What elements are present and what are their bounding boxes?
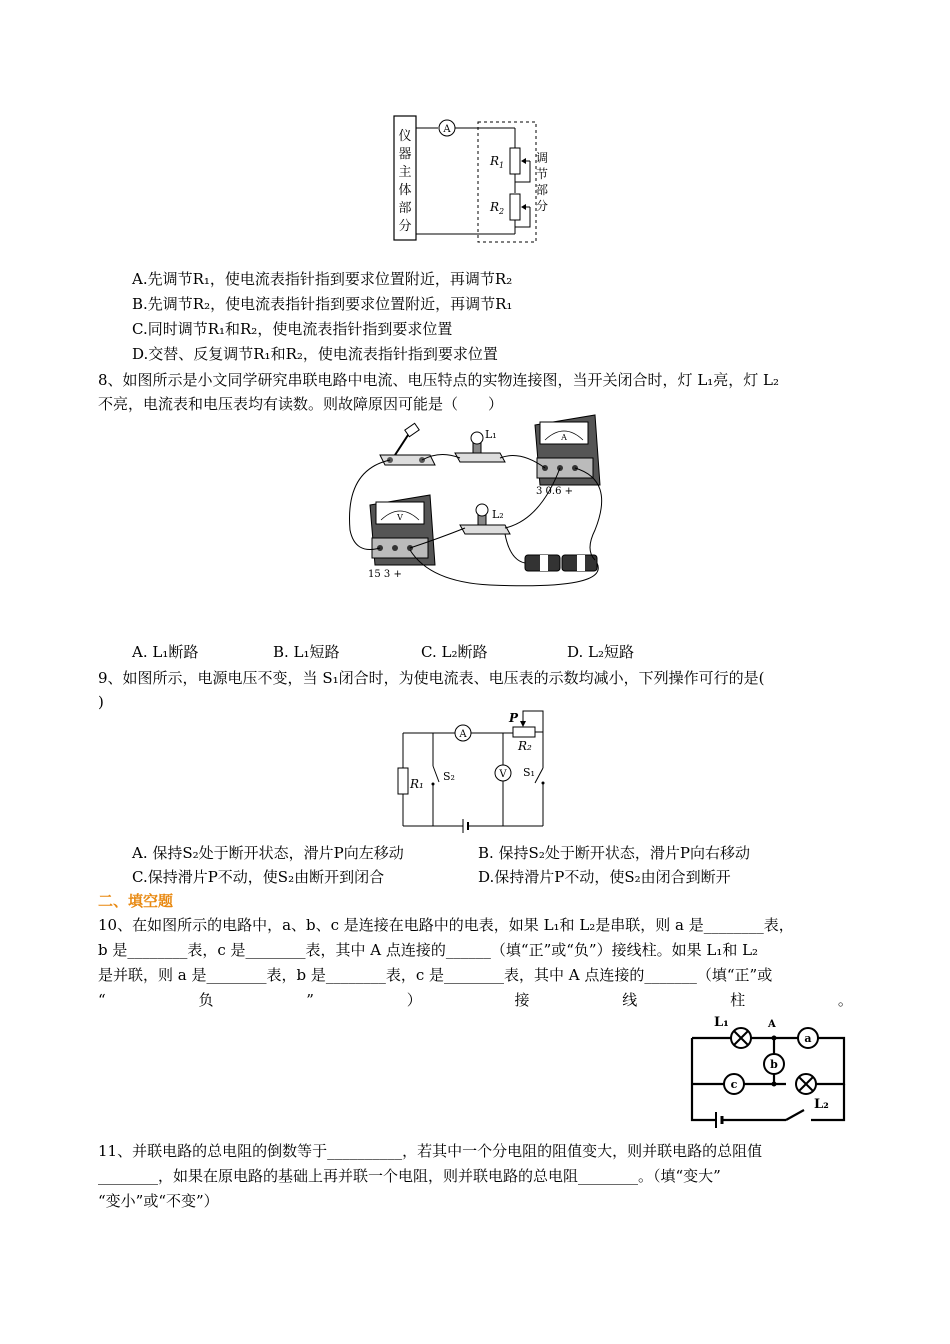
svg-text:S₂: S₂ bbox=[443, 770, 455, 783]
svg-text:L₁: L₁ bbox=[714, 1015, 729, 1030]
svg-text:R1: $R_1$ bbox=[490, 154, 505, 170]
q10-stem-line4: “ 负 ” ） 接 线 柱 。 bbox=[98, 991, 853, 1009]
r1-resistor bbox=[398, 768, 408, 794]
q9-circuit-figure bbox=[395, 708, 560, 833]
q7-circuit-figure bbox=[390, 110, 550, 245]
main-label-1: 仪 bbox=[398, 129, 412, 144]
q11-stem-line1: 11、并联电路的总电阻的倒数等于__________，若其中一个分电阻的阻值变大，则并联电路的总阻值 bbox=[98, 1142, 763, 1160]
svg-text:部: 部 bbox=[398, 201, 412, 216]
svg-text:3 0.6 +: 3 0.6 + bbox=[536, 486, 574, 497]
svg-text:部: 部 bbox=[535, 183, 548, 197]
q7-option-b: B.先调节R₂，使电流表指针指到要求位置附近，再调节R₁ bbox=[132, 295, 513, 313]
svg-text:P: P bbox=[509, 711, 519, 725]
q8-stem-line1: 8、如图所示是小文同学研究串联电路中电流、电压特点的实物连接图，当开关闭合时，灯 L₁亮，灯 L₂ bbox=[98, 371, 780, 389]
svg-text:a: a bbox=[804, 1032, 812, 1045]
svg-text:节: 节 bbox=[535, 167, 548, 181]
q8-physical-circuit-figure bbox=[340, 410, 610, 590]
svg-text:器: 器 bbox=[398, 147, 412, 162]
r2-resistor bbox=[510, 194, 520, 220]
section-heading-fill-in: 二、填空题 bbox=[98, 892, 174, 910]
svg-text:b: b bbox=[770, 1058, 778, 1071]
svg-text:R₂: R₂ bbox=[518, 739, 532, 753]
q7-option-c: C.同时调节R₁和R₂，使电流表指针指到要求位置 bbox=[132, 320, 453, 338]
svg-text:V: V bbox=[499, 769, 507, 780]
svg-text:L₂: L₂ bbox=[492, 508, 504, 521]
svg-text:15 3 +: 15 3 + bbox=[368, 569, 402, 580]
q7-option-a: A.先调节R₁，使电流表指针指到要求位置附近，再调节R₂ bbox=[132, 270, 513, 288]
svg-text:主: 主 bbox=[398, 165, 412, 180]
svg-text:体: 体 bbox=[398, 183, 412, 198]
q7-option-d: D.交替、反复调节R₁和R₂，使电流表指针指到要求位置 bbox=[132, 345, 498, 363]
r1-resistor bbox=[510, 148, 520, 174]
svg-text:L₁: L₁ bbox=[485, 428, 497, 441]
svg-text:A: A bbox=[561, 433, 567, 442]
svg-text:分: 分 bbox=[398, 219, 412, 234]
battery-icon bbox=[525, 555, 597, 571]
svg-text:A: A bbox=[768, 1019, 776, 1030]
ammeter-icon bbox=[535, 415, 600, 485]
q9-stem-line1: 9、如图所示，电源电压不变，当 S₁闭合时，为使电流表、电压表的示数均减小，下列操作可行的是( bbox=[98, 669, 765, 687]
q10-stem-line1: 10、在如图所示的电路中，a、b、c 是连接在电路中的电表，如果 L₁和 L₂是串联，则 a 是________表， bbox=[98, 916, 794, 934]
svg-text:V: V bbox=[397, 513, 403, 522]
l1-bulb-icon bbox=[455, 432, 505, 462]
svg-text:A: A bbox=[443, 124, 451, 135]
s2-switch bbox=[433, 766, 439, 782]
q9-option-c: C.保持滑片P不动，使S₂由断开到闭合 bbox=[132, 868, 385, 886]
q8-option-a: A. L₁断路 bbox=[132, 643, 199, 661]
q11-stem-line3: “变小”或“不变”） bbox=[98, 1192, 219, 1210]
q10-stem-line2: b 是________表，c 是________表，其中 A 点连接的______（填“正”或“负”）接线柱。如果 L₁和 L₂ bbox=[98, 941, 759, 959]
q9-option-a: A. 保持S₂处于断开状态，滑片P向左移动 bbox=[132, 844, 404, 862]
r2-slide-rheostat bbox=[513, 727, 535, 737]
q8-option-d: D. L₂短路 bbox=[567, 643, 635, 661]
svg-text:R₁: R₁ bbox=[410, 777, 424, 791]
s1-switch bbox=[535, 768, 543, 783]
q8-stem-line2: 不亮，电流表和电压表均有读数。则故障原因可能是（ ） bbox=[98, 395, 504, 413]
svg-text:S₁: S₁ bbox=[523, 766, 535, 779]
q8-option-c: C. L₂断路 bbox=[421, 643, 488, 661]
q9-option-d: D.保持滑片P不动，使S₂由闭合到断开 bbox=[478, 868, 731, 886]
svg-text:调: 调 bbox=[535, 151, 548, 165]
q11-stem-line2: ________，如果在原电路的基础上再并联一个电阻，则并联电路的总电阻________。（填“变大” bbox=[98, 1167, 721, 1185]
switch-icon bbox=[380, 423, 435, 465]
q10-stem-line3: 是并联，则 a 是________表，b 是________表，c 是________表，其中 A 点连接的_______（填“正”或 bbox=[98, 966, 773, 984]
svg-text:R2: $R_2$ bbox=[490, 200, 505, 216]
q9-option-b: B. 保持S₂处于断开状态，滑片P向右移动 bbox=[478, 844, 750, 862]
svg-text:A: A bbox=[459, 729, 467, 740]
svg-text:c: c bbox=[730, 1078, 738, 1091]
voltmeter-icon bbox=[370, 495, 435, 565]
q9-stem-line2: ) bbox=[98, 693, 104, 711]
svg-text:分: 分 bbox=[535, 199, 548, 213]
svg-text:L₂: L₂ bbox=[814, 1097, 829, 1112]
q10-circuit-figure bbox=[686, 1012, 851, 1130]
q8-option-b: B. L₁短路 bbox=[273, 643, 340, 661]
